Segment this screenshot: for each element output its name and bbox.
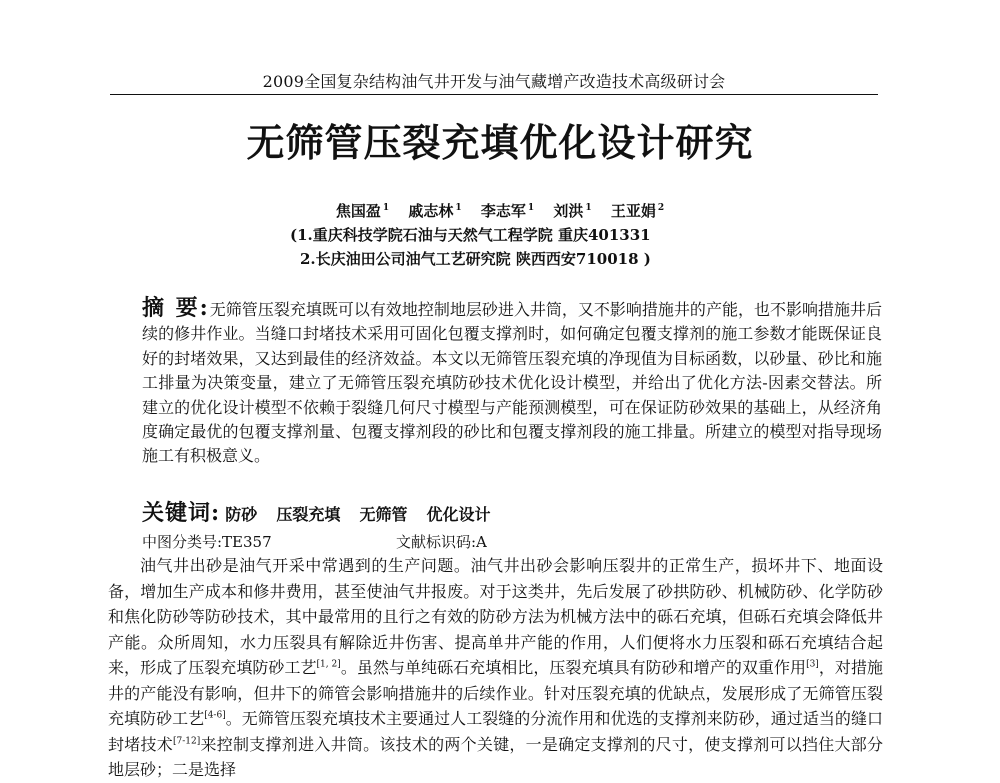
running-head: 2009全国复杂结构油气井开发与油气藏增产改造技术高级研讨会 [262,72,726,91]
author-affiliation-mark: 1 [585,203,592,213]
keyword: 无筛管 [359,505,408,524]
citation: [4-6] [204,710,226,721]
clc-number: 中图分类号:TE357 [142,533,272,551]
citation: [3] [806,659,819,670]
document-code: 文献标识码:A [396,533,487,551]
author-affiliation-mark: 2 [657,203,665,213]
keywords-label: 关键词: [142,500,221,526]
affiliation-2: 2.长庆油田公司油气工艺研究院 陕西西安710018 ) [300,250,651,268]
body-segment: 来控制支撑剂进入井筒。该技术的两个关键，一是确定支撑剂的尺寸，使支撑剂可以挡住大部分地层砂；二是选择 [108,734,883,779]
author-list [0,198,1000,221]
body-segment: 。无筛管压裂充填技术主要通过人工裂缝的分流作用和优选的支撑剂来防砂，通过适当的缝口封堵技术 [108,709,883,754]
author [336,202,389,220]
citation: [1, 2] [316,659,341,670]
abstract-text: 无筛管压裂充填既可以有效地控制地层砂进入井筒，又不影响措施井的产能，也不影响措施井后续的修井作业。当缝口封堵技术采用可固化包覆支撑剂时，如何确定包覆支撑剂的施工参数才能既保证良好的封堵效果，又达到最佳的经济效益。本文以无筛管压裂充填的净现值为目标函数，以砂量、砂比和施工排量为决策变量，建立了无筛管压裂充填防砂技术优化设计模型，并给出了优化方法-因素交替法。所建立的优化设计模型不依赖于裂缝几何尺寸模型与产能预测模型，可在保证防砂效果的基础上，从经济角度确定最优的包覆支撑剂量、包覆支撑剂段的砂比和包覆支撑剂段的施工排量。所建立的模型对指导现场施工有积极意义。 [142,300,882,466]
author-name: 焦国盈 [335,202,381,220]
affiliation-1: (1.重庆科技学院石油与天然气工程学院 重庆401331 [290,226,651,244]
keyword: 优化设计 [426,505,491,524]
author-name: 王亚娟 [610,202,656,220]
author-affiliation-mark: 1 [382,203,390,213]
abstract-label: 摘 要: [142,295,210,321]
citation: [7-12] [173,736,201,747]
keyword-list [225,505,504,524]
abstract [142,296,882,469]
body-segment: ，对措施井的产能没有影响，但井下的筛管会影响措施井的后续作业。针对压裂充填的优缺点，发展形成了无筛管压裂充填防砂工艺 [108,658,883,728]
author [408,202,461,220]
body-segment: 。虽然与单纯砾石充填相比，压裂充填具有防砂和增产的双重作用 [340,658,807,677]
body-text [108,553,883,779]
author-name: 戚志林 [408,202,454,220]
body-paragraph [108,553,883,783]
keyword: 防砂 [225,505,258,524]
author [553,202,591,220]
header-rule [110,94,878,95]
author-name: 刘洪 [553,202,584,220]
classification-line [142,531,487,553]
paper-title: 无筛管压裂充填优化设计研究 [246,120,754,165]
keywords [142,500,505,528]
author-affiliation-mark: 1 [455,203,462,213]
author [611,202,664,220]
body-segment: 油气井出砂是油气开采中常遇到的生产问题。油气井出砂会影响压裂井的正常生产，损坏井下、地面设备，增加生产成本和修井费用，甚至使油气井报废。对于这类井，先后发展了砂拱防砂、机械防砂、化学防砂和焦化防砂等防砂技术，其中最常用的且行之有效的防砂方法为机械方法中的砾石充填，但砾石充填会降低井产能。众所周知，水力压裂具有解除近井伤害、提高单井产能的作用，人们便将水力压裂和砾石充填结合起来，形成了压裂充填防砂工艺 [108,556,883,677]
author [481,202,534,220]
author-name: 李志军 [480,202,526,220]
keyword: 压裂充填 [276,505,341,524]
author-affiliation-mark: 1 [527,203,535,213]
